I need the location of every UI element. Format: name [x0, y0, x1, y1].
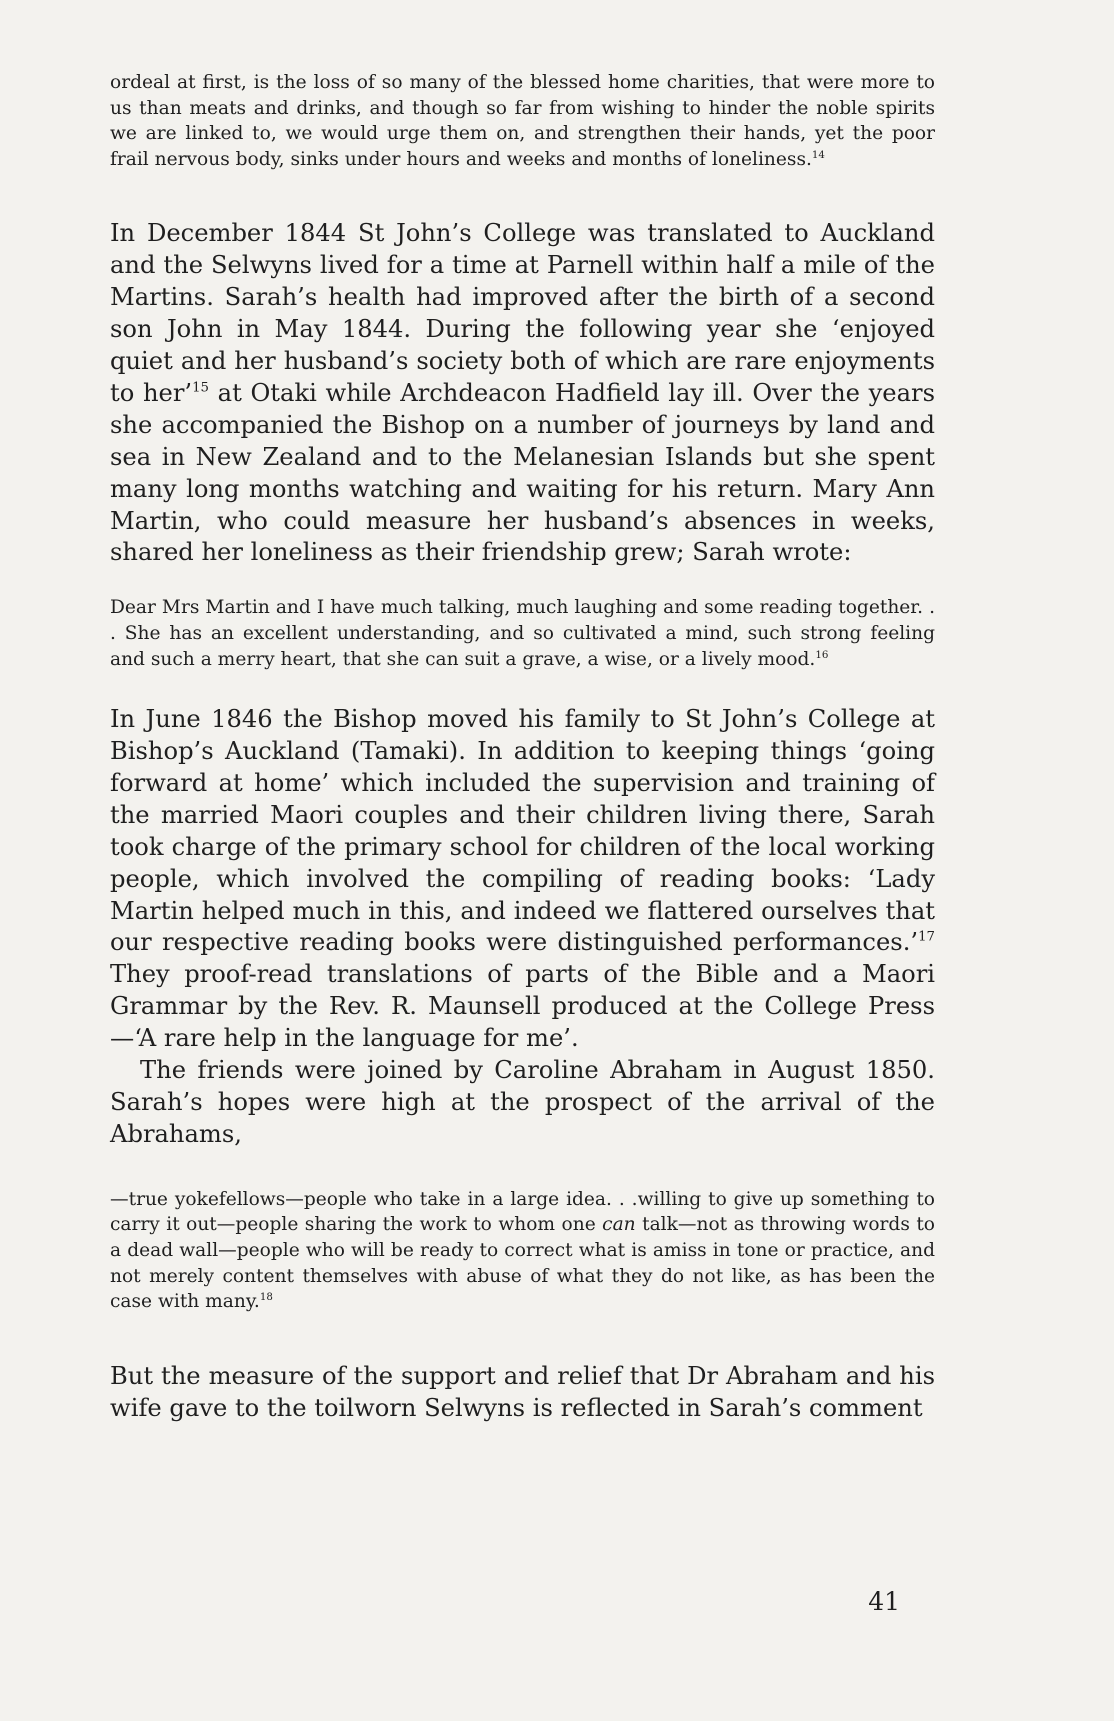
page-content — [110, 70, 935, 1425]
quote-emphasis: can — [602, 1214, 636, 1236]
paragraph-text: In June 1846 the Bishop moved his family to St John’s College at Bishop’s Auckland (Tamaki). In addition to keeping things ‘going forward at home’ which included the supervision and training of the married Maori couples and their children living there, Sarah took charge of the primary school for children of the local working people, which involved the compiling of reading books: ‘Lady Martin helped much in this, and indeed we flattered ourselves that our respective reading books were distinguished performances.’ — [110, 705, 935, 957]
quote-text-continued: talk—not as throwing words to a dead wall—people who will be ready to correct what is amiss in tone or practice, and not merely content themselves with abuse of what they do not like, as has been the case with many. — [110, 1214, 935, 1313]
paragraph-text-continued: They proof-read translations of parts of the Bible and a Maori Grammar by the Rev. R. Maunsell produced at the College Press—‘A rare help in the language for me’. — [110, 960, 935, 1053]
paragraph-text: In December 1844 St John’s College was translated to Auckland and the Selwyns lived for a time at Parnell within half a mile of the Martins. Sarah’s health had improved after the birth of a second son John in May 1844. During the following year she ‘enjoyed quiet and her husband’s society both of which are rare enjoyments to her’ — [110, 219, 935, 407]
paragraph-bishops-auckland — [110, 704, 935, 1055]
page-number: 41 — [868, 1587, 900, 1616]
paragraph-caroline-abraham — [110, 1055, 935, 1151]
block-quote-loneliness — [110, 70, 935, 172]
paragraph-text: The friends were joined by Caroline Abraham in August 1850. Sarah’s hopes were high at the prospect of the arrival of the Abrahams, — [110, 1056, 935, 1148]
quote-text: —true yokefellows—people who take in a large idea. . .willing to give up something to carry it out—people sharing the work to whom one — [110, 1188, 935, 1236]
footnote-ref-17: 17 — [918, 930, 935, 946]
paragraph-text: But the measure of the support and relief that Dr Abraham and his wife gave to the toilworn Selwyns is reflected in Sarah’s comment — [110, 1361, 935, 1422]
block-quote-yokefellows — [110, 1187, 935, 1315]
block-quote-mrs-martin — [110, 595, 935, 672]
quote-text: ordeal at first, is the loss of so many of the blessed home charities, that were more to us than meats and drinks, and though so far from wishing to hinder the noble spirits we are linked to, we would urge them on, and strengthen their hands, yet the poor frail nervous body, sinks under hours and weeks and months of loneliness. — [110, 72, 935, 170]
quote-text: Dear Mrs Martin and I have much talking, much laughing and some reading together. . . She has an excellent understanding, and so cultivated a mind, such strong feeling and such a merry heart, that she can suit a grave, a wise, or a lively mood. — [110, 597, 935, 670]
footnote-ref-18: 18 — [259, 1292, 273, 1304]
paragraph-text-continued: at Otaki while Archdeacon Hadfield lay ill. Over the years she accompanied the Bishop on a number of journeys by land and sea in New Zealand and to the Melanesian Islands but she spent many long months watching and waiting for his return. Mary Ann Martin, who could measure her husband’s absences in weeks, shared her loneliness as their friendship grew; Sarah wrote: — [110, 378, 935, 567]
footnote-ref-14: 14 — [811, 149, 825, 161]
footnote-ref-15: 15 — [192, 380, 210, 396]
footnote-ref-16: 16 — [815, 649, 829, 661]
paragraph-college-auckland — [110, 218, 935, 569]
paragraph-dr-abraham — [110, 1361, 935, 1425]
